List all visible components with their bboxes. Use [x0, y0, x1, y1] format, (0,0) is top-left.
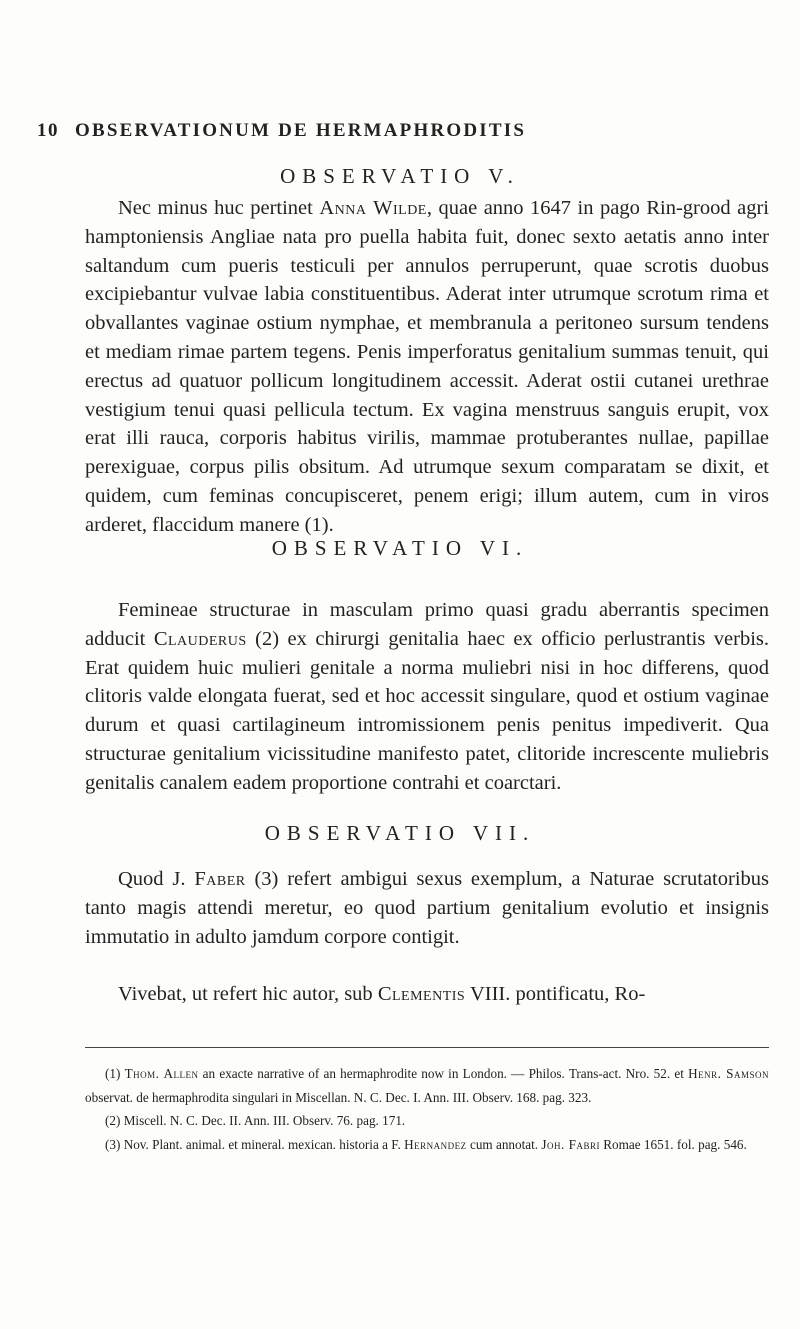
person-name: Clementis	[377, 983, 466, 1005]
observatio-vii-paragraph: Quod J. Faber (3) refert ambigui sexus exemplum, a Naturae scrutatoribus tanto magis attendi meretur, eo quod partium genitalium evolutio et insignis immutatio in adulto jamdum corpore contigit.	[85, 868, 769, 948]
person-name: Anna Wilde	[319, 197, 427, 219]
footnote-1: (1) Thom. Allen an exacte narrative of an hermaphrodite now in London. — Philos. Trans-act. Nro. 52. et Henr. Samson observat. de hermaphrodita singulari in Miscellan. N. C. Dec. I. Ann. III. Observ. 168. pag. 323.	[85, 1066, 769, 1105]
person-name: Clauderus	[153, 627, 247, 650]
footnote-2: (2) Miscell. N. C. Dec. II. Ann. III. Observ. 76. pag. 171.	[105, 1113, 406, 1128]
observatio-v-heading: OBSERVATIO V.	[280, 164, 520, 188]
observatio-vi-paragraph: Femineae structurae in masculam primo quasi gradu aberrantis specimen adducit Clauderus (2) ex chirurgi genitalia haec ex officio perlustrantis verbis. Erat quidem huic mulieri genitale a norma muliebri nisi in hoc differens, quod clitoris valde elongata fuerat, sed et hoc accessit singulare, quod et ostium vaginae durum et quasi cartilagineum intromissionem penis penitus impediverit. Qua structurae genitalium vicissitudine manifesto patet, clitoride increscente muliebris genitalis canalem eadem proportione contrahi et coarctari.	[85, 599, 769, 794]
footnotes	[85, 1062, 769, 1156]
observatio-v-paragraph: Nec minus huc pertinet Anna Wilde, quae anno 1647 in pago Rin-grood agri hamptoniensis Angliae nata pro puella habita fuit, donec sexto aetatis anno inter saltandum cum pueris testiculi per annulos perruperunt, quae scrotis duobus excipiebantur vulvae labia constituentibus. Aderat inter utrumque scrotum rima et obvallantes vaginae ostium nymphae, et membranula a peritoneo sursum tendens et mediam rimae partem tegens. Penis imperforatus genitalium summas tenuit, qui erectus ad quatuor pollicum longitudinem accessit. Aderat ostii cutanei urethrae vestigium tenui quasi pellicula tectum. Ex vagina menstruus sanguis erupit, vox erat illi rauca, corporis habitus virilis, mammae protuberantes nullae, papillae perexiguae, corpus pilis obsitum. Ad utrumque sexum comparatam se dixit, et quidem, cum feminas concupisceret, penem erigi; illum autem, cum in viros arderet, flaccidum manere (1).	[85, 197, 769, 536]
running-header	[37, 120, 767, 142]
page-number: 10	[37, 120, 59, 141]
footnote-3: (3) Nov. Plant. animal. et mineral. mexican. historia a F. Hernandez cum annotat. Joh. Fabri Romae 1651. fol. pag. 546.	[105, 1136, 747, 1152]
person-name: Faber	[194, 868, 246, 890]
observatio-vi-heading: OBSERVATIO VI.	[271, 536, 529, 560]
running-title: OBSERVATIONUM DE HERMAPHRODITIS	[75, 120, 527, 141]
observatio-vii-heading: OBSERVATIO VII.	[264, 821, 536, 845]
footnote-rule	[85, 1047, 769, 1048]
observatio-vii-paragraph-2: Vivebat, ut refert hic autor, sub Clementis VIII. pontificatu, Ro-	[118, 983, 646, 1005]
